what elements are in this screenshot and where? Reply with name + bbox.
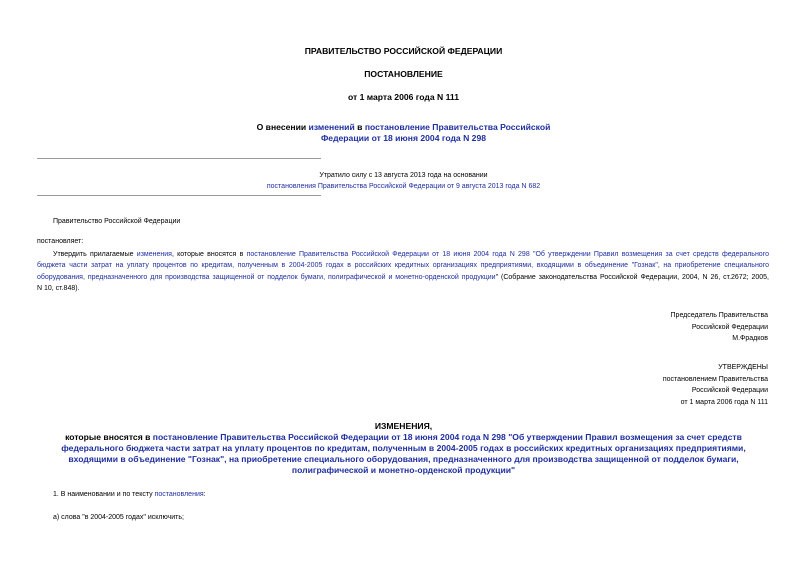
p1-text-c: " (Собрание законодательства Российской Федерации, 2004, N 26, ст.2672; 2005, (495, 273, 769, 281)
p1-link-resolution-line3[interactable]: оборудования, предназначенного для производства защищенной от подделок бумаги, полиграфической и монетно-орденской продукции (37, 273, 496, 281)
title-link-resolution-line2[interactable]: Федерации от 18 июня 2004 года N 298 (320, 133, 487, 143)
resolves-text: постановляет: (37, 238, 84, 245)
approval-by: постановлением Правительства (662, 375, 768, 383)
changes-subtitle (0, 432, 807, 476)
item-1-prefix: 1. В наименовании и по тексту (53, 491, 155, 498)
approval-date: от 1 марта 2006 года N 111 (680, 398, 768, 406)
item-1 (53, 491, 206, 498)
changes-link-line4[interactable]: полиграфической и монетно-орденской продукции" (291, 465, 516, 475)
signature-block (671, 310, 768, 345)
date-number-heading: от 1 марта 2006 года N 111 (347, 92, 460, 102)
status-link[interactable]: постановления Правительства Российской Федерации от 9 августа 2013 года N 682 (266, 183, 541, 190)
item-1-suffix: : (203, 491, 206, 498)
government-heading: ПРАВИТЕЛЬСТВО РОССИЙСКОЙ ФЕДЕРАЦИИ (304, 46, 503, 56)
p1-link-resolution-line2[interactable]: бюджета части затрат на уплату процентов по кредитам, полученным в 2004-2005 годах в российских кредитных организациях предприятиями, входящими в объединение "Гознак", на приобретение специального (37, 262, 769, 270)
p1-link-changes[interactable]: изменения (136, 251, 172, 258)
title-link-resolution[interactable]: постановление Правительства Российской (364, 122, 551, 132)
doc-type-heading: ПОСТАНОВЛЕНИЕ (364, 69, 443, 79)
divider-top (37, 158, 321, 159)
status-text: Утратило силу с 13 августа 2013 года на основании (319, 172, 488, 179)
changes-link-line2[interactable]: федерального бюджета части затрат на уплату процентов по кредитам, полученным в 2004-2005 годах в российских кредитных организациях предприятиями, (61, 443, 746, 453)
p1-link-resolution[interactable]: постановление Правительства Российской Федерации от 18 июня 2004 года N 298 "Об утверждении Правил возмещения за счет средств федерального (246, 251, 769, 258)
status-note (0, 170, 807, 192)
title-prefix: О внесении (256, 122, 309, 132)
approval-block (663, 362, 768, 408)
resolution-paragraph (37, 249, 769, 295)
changes-link-resolution[interactable]: постановление Правительства Российской Федерации от 18 июня 2004 года N 298 "Об утверждении Правил возмещения за счет средств (152, 432, 742, 442)
p1-text-d: N 10, ст.848). (37, 285, 80, 293)
approval-org: Российской Федерации (691, 387, 768, 394)
p1-text-b: , которые вносятся в (171, 251, 247, 258)
title-mid: в (354, 122, 365, 132)
item-1a: а) слова "в 2004-2005 годах" исключить; (53, 514, 184, 521)
document-title (0, 122, 807, 144)
signature-name: М.Фрадков (732, 335, 768, 342)
approval-title: УТВЕРЖДЕНЫ (718, 364, 768, 371)
changes-prefix: которые вносятся в (65, 432, 153, 442)
changes-link-line3[interactable]: входящими в объединение "Гознак", на приобретение специального оборудования, предназначенного для производства защищенной от подделок бумаги, (68, 454, 739, 464)
changes-heading: ИЗМЕНЕНИЯ, (374, 421, 433, 431)
p1-text-a: Утвердить прилагаемые (53, 251, 137, 258)
issuer-text: Правительство Российской Федерации (53, 218, 181, 225)
signature-org: Российской Федерации (691, 323, 768, 331)
item-1-link[interactable]: постановления (154, 491, 204, 498)
title-link-changes[interactable]: изменений (308, 122, 355, 132)
divider-bottom (37, 195, 321, 196)
signature-position: Председатель Правительства (670, 312, 768, 319)
